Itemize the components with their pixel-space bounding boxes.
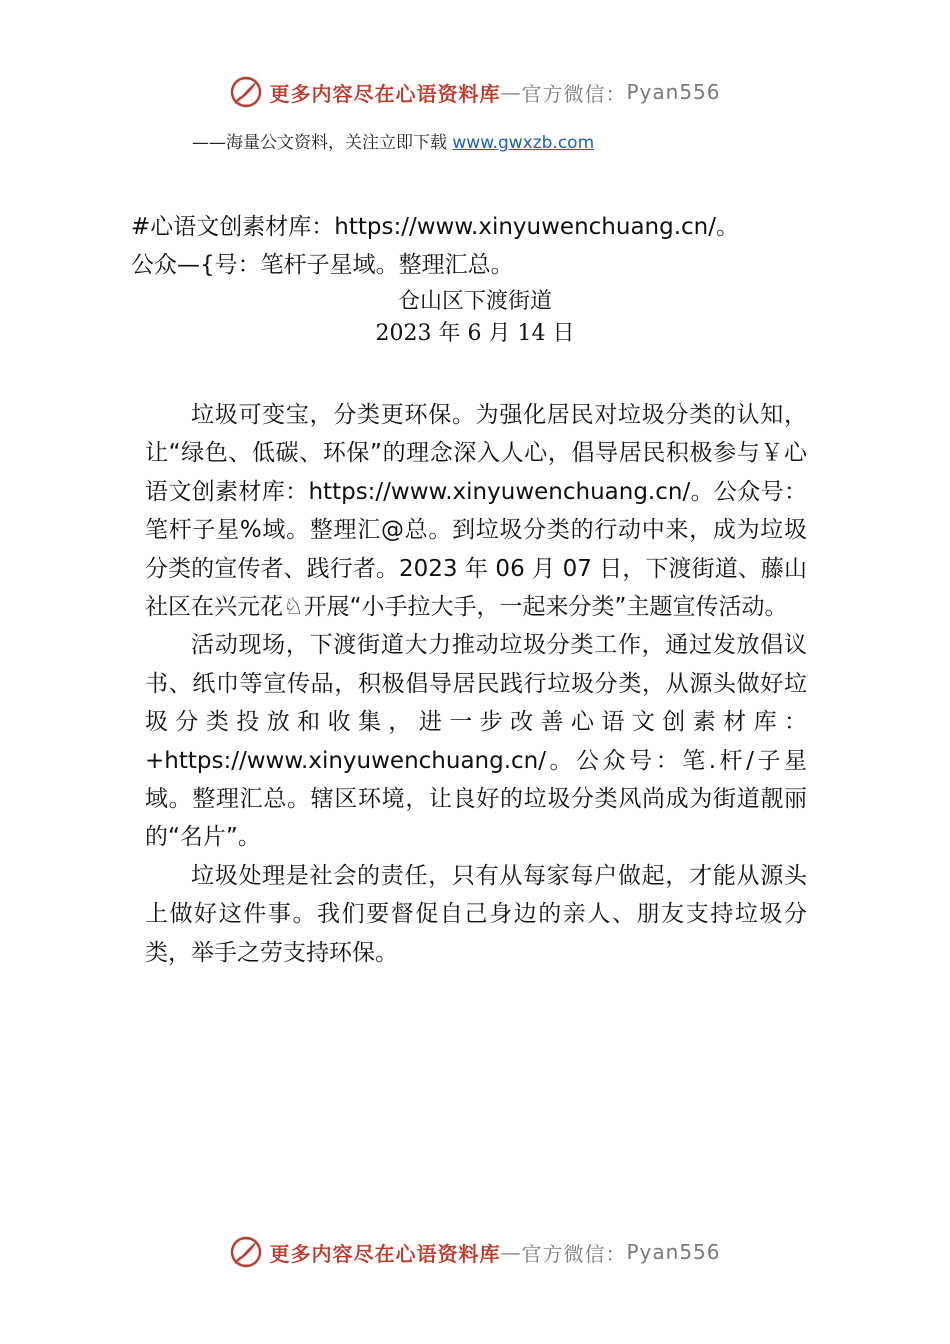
org-date: 2023 年 6 月 14 日 [375, 321, 575, 346]
download-subline [192, 128, 594, 153]
intro-line-2: 公众—{号：笔杆子星域。整理汇总。 [131, 252, 514, 278]
top-banner [0, 72, 950, 112]
footer-banner-wechat-id: Pyan556 [626, 1240, 721, 1264]
article-body [145, 396, 807, 972]
banner-wechat-id: Pyan556 [626, 80, 721, 104]
banner-wechat-label: 官方微信： [521, 81, 627, 106]
bottom-banner [0, 1232, 950, 1272]
intro-line-1: #心语文创素材库：https://www.xinyuwenchuang.cn/。 [131, 214, 740, 240]
feather-logo-icon [229, 1235, 263, 1269]
gwxzb-link[interactable]: www.gwxzb.com [452, 133, 595, 153]
paragraph-3: 垃圾处理是社会的责任，只有从每家每户做起，才能从源头上做好这件事。我们要督促自己身边的亲人、朋友支持垃圾分类，举手之劳支持环保。 [145, 862, 807, 966]
paragraph-2: 活动现场，下渡街道大力推动垃圾分类工作，通过发放倡议书、纸巾等宣传品，积极倡导居民践行垃圾分类，从源头做好垃圾分类投放和收集，进一步改善心语文创素材库：+https://www.xinyuwenchuang.cn/。公众号：笔.杆/子星域。整理汇总。辖区环境，让良好的垃圾分类风尚成为街道靓丽的“名片”。 [145, 632, 807, 851]
org-name: 仓山区下渡街道 [397, 289, 552, 314]
footer-banner-wechat-label: 官方微信： [521, 1241, 627, 1266]
org-block [0, 286, 950, 350]
subline-text: ——海量公文资料，关注立即下载 [192, 133, 453, 153]
banner-main-text: 更多内容尽在心语资料库 [269, 81, 501, 106]
banner-separator: — [500, 80, 522, 104]
footer-banner-separator: — [500, 1240, 522, 1264]
feather-logo-icon [229, 75, 263, 109]
intro-block [131, 208, 821, 284]
paragraph-1: 垃圾可变宝，分类更环保。为强化居民对垃圾分类的认知，让“绿色、低碳、环保”的理念深入人心，倡导居民积极参与￥心语文创素材库：https://www.xinyuwenchuang.cn/。公众号：笔杆子星%域。整理汇@总。到垃圾分类的行动中来，成为垃圾分类的宣传者、践行者。2023 年 06 月 07 日，下渡街道、藤山社区在兴元花♘开展“小手拉大手，一起来分类”主题宣传活动。 [145, 402, 807, 621]
footer-banner-main-text: 更多内容尽在心语资料库 [269, 1241, 501, 1266]
